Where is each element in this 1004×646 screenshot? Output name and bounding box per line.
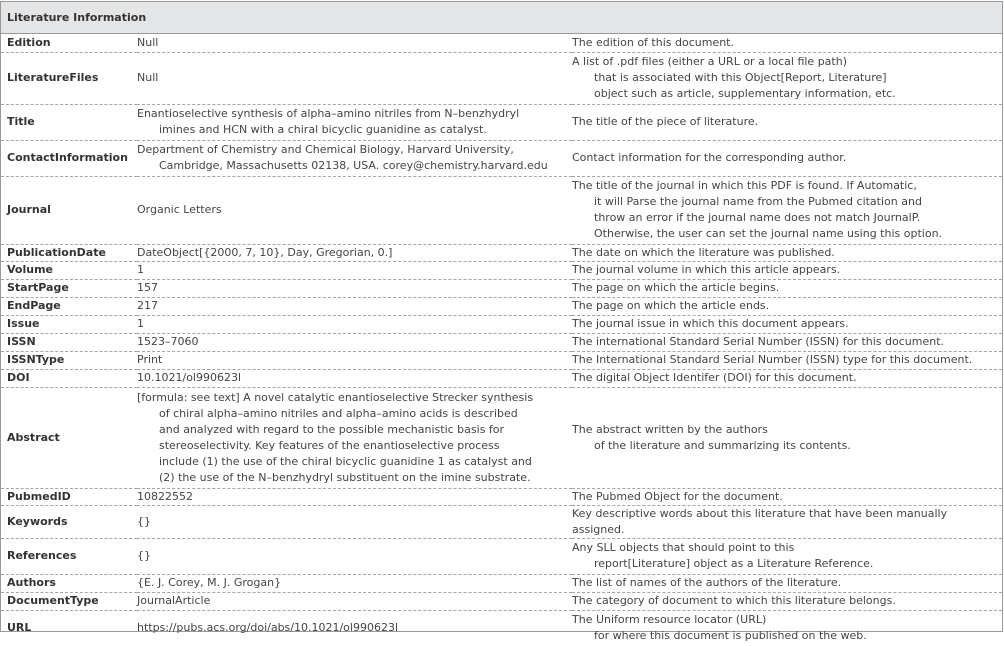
field-description [572, 279, 1002, 297]
field-description-line: report[Literature] object as a Literature Reference. [594, 557, 874, 570]
field-value-line: 1 [137, 317, 144, 330]
field-description-line: The date on which the literature was published. [572, 245, 835, 259]
field-value [137, 333, 572, 351]
field-value-line: {} [137, 514, 151, 528]
field-description-line: Any SLL objects that should point to this [572, 541, 795, 554]
field-value-line: stereoselectivity. Key features of the enantioselective process [159, 438, 500, 452]
table-row [1, 34, 1002, 52]
field-description-line: Contact information for the corresponding author. [572, 151, 847, 164]
field-name: ISSN [1, 333, 137, 351]
table-row [1, 52, 1002, 104]
field-description [572, 315, 1002, 333]
field-description [572, 387, 1002, 488]
field-description-line: The international Standard Serial Number (ISSN) for this document. [572, 335, 945, 348]
field-description [572, 488, 1002, 505]
field-value-line: 10822552 [137, 489, 193, 503]
field-value [137, 505, 572, 538]
field-description-line: Otherwise, the user can set the journal name using this option. [594, 227, 943, 240]
field-value [137, 538, 572, 574]
field-value-line: {} [137, 549, 151, 562]
field-value-line: [formula: see text] A novel catalytic enantioselective Strecker synthesis [137, 390, 534, 404]
field-value-line: imines and HCN with a chiral bicyclic guanidine as catalyst. [159, 123, 487, 136]
field-description-line: that is associated with this Object[Report, Literature] [594, 71, 887, 84]
field-name: ISSNType [1, 351, 137, 369]
field-description-line: it will Parse the journal name from the Pubmed citation and [594, 195, 922, 208]
field-name: DocumentType [1, 592, 137, 610]
field-value-line: include (1) the use of the chiral bicyclic guanidine 1 as catalyst and [159, 454, 532, 468]
field-description-line: The Uniform resource locator (URL) [572, 613, 767, 627]
field-value-line: {E. J. Corey, M. J. Grogan} [137, 576, 282, 589]
field-description [572, 140, 1002, 176]
field-value [137, 369, 572, 387]
field-value-line: Department of Chemistry and Chemical Biology, Harvard University, [137, 143, 514, 156]
field-name: Abstract [1, 387, 137, 488]
field-description [572, 351, 1002, 369]
field-value-line: https://pubs.acs.org/doi/abs/10.1021/ol990623l [137, 621, 399, 635]
field-description-line: The page on which the article ends. [572, 299, 770, 312]
field-description-line: The edition of this document. [572, 35, 734, 49]
section-title: Literature Information [1, 2, 1002, 34]
field-description-line: The journal volume in which this article appears. [572, 263, 841, 276]
field-description [572, 574, 1002, 592]
field-description [572, 176, 1002, 244]
field-value [137, 574, 572, 592]
field-description-line: The list of names of the authors of the literature. [572, 576, 842, 589]
field-description-line: object such as article, supplementary information, etc. [594, 87, 896, 100]
table-row [1, 333, 1002, 351]
table-row [1, 176, 1002, 244]
field-value [137, 104, 572, 140]
table-row [1, 592, 1002, 610]
field-description [572, 538, 1002, 574]
field-value [137, 592, 572, 610]
field-value-line: 1 [137, 263, 144, 276]
field-value [137, 244, 572, 261]
table-row [1, 369, 1002, 387]
field-description-line: The title of the journal in which this PDF is found. If Automatic, [572, 179, 917, 192]
table-row [1, 261, 1002, 279]
field-description [572, 610, 1002, 646]
field-value [137, 351, 572, 369]
field-value [137, 387, 572, 488]
table-row [1, 315, 1002, 333]
field-description-line: for where this document is published on the web. [594, 629, 867, 643]
table-row [1, 488, 1002, 505]
table-row [1, 538, 1002, 574]
field-description-line: The International Standard Serial Number (ISSN) type for this document. [572, 353, 973, 366]
field-value [137, 52, 572, 104]
field-description-line: Key descriptive words about this literature that have been manually assigned. [572, 506, 948, 536]
field-name: Authors [1, 574, 137, 592]
literature-information-panel [0, 1, 1003, 643]
table-row [1, 140, 1002, 176]
field-value-line: and analyzed with regard to the possible mechanistic basis for [159, 422, 505, 436]
table-row [1, 244, 1002, 261]
field-name: Keywords [1, 505, 137, 538]
field-value [137, 315, 572, 333]
table-row [1, 505, 1002, 538]
field-description [572, 52, 1002, 104]
field-value-line: Enantioselective synthesis of alpha–amino nitriles from N–benzhydryl [137, 107, 520, 120]
field-value-line: 217 [137, 299, 158, 312]
field-description-line: The abstract written by the authors [572, 422, 768, 436]
field-value [137, 297, 572, 315]
field-description [572, 369, 1002, 387]
field-value [137, 261, 572, 279]
table-row [1, 351, 1002, 369]
field-value-line: Null [137, 35, 159, 49]
field-description-line: The journal issue in which this document appears. [572, 317, 849, 330]
field-name: Edition [1, 34, 137, 52]
field-description-line: The title of the piece of literature. [572, 115, 759, 128]
field-description [572, 244, 1002, 261]
field-value [137, 488, 572, 505]
field-name: PublicationDate [1, 244, 137, 261]
field-value-line: (2) the use of the N–benzhydryl substituent on the imine substrate. [159, 470, 531, 484]
field-description-line: of the literature and summarizing its contents. [594, 438, 851, 452]
field-name: Issue [1, 315, 137, 333]
field-value-line: 1523–7060 [137, 335, 199, 348]
field-description [572, 333, 1002, 351]
field-name: URL [7, 621, 32, 635]
field-description [572, 592, 1002, 610]
field-description [572, 261, 1002, 279]
field-value [137, 610, 572, 646]
field-description [572, 297, 1002, 315]
field-value-line: Cambridge, Massachusetts 02138, USA. corey@chemistry.harvard.edu [159, 159, 548, 172]
table-row [1, 104, 1002, 140]
literature-table [1, 34, 1002, 646]
field-name: StartPage [1, 279, 137, 297]
table-row [1, 574, 1002, 592]
field-name: Title [1, 104, 137, 140]
field-value-line: Print [137, 353, 163, 366]
field-name: PubmedID [1, 488, 137, 505]
field-value-line: 10.1021/ol990623l [137, 371, 242, 384]
field-value-line: Null [137, 71, 159, 84]
field-name: References [1, 538, 137, 574]
field-description-line: throw an error if the journal name does not match JournalP. [594, 211, 921, 224]
field-name: ContactInformation [1, 140, 137, 176]
field-description-line: The Pubmed Object for the document. [572, 489, 783, 503]
field-description [572, 505, 1002, 538]
field-value-line: DateObject[{2000, 7, 10}, Day, Gregorian, 0.] [137, 245, 393, 259]
field-description [572, 34, 1002, 52]
table-row [1, 279, 1002, 297]
field-value-line: 157 [137, 281, 158, 294]
field-value [137, 279, 572, 297]
field-description-line: The digital Object Identifer (DOI) for this document. [572, 371, 857, 384]
field-value-line: Organic Letters [137, 203, 222, 216]
field-value-line: of chiral alpha–amino nitriles and alpha–amino acids is described [159, 406, 518, 420]
field-value [137, 140, 572, 176]
field-name: EndPage [1, 297, 137, 315]
field-description-line: A list of .pdf files (either a URL or a local file path) [572, 55, 847, 68]
field-value [137, 34, 572, 52]
table-row [1, 610, 1002, 646]
field-value [137, 176, 572, 244]
field-value-line: JournalArticle [137, 594, 211, 607]
field-name: LiteratureFiles [1, 52, 137, 104]
field-name: Volume [1, 261, 137, 279]
table-row [1, 387, 1002, 488]
field-description-line: The category of document to which this literature belongs. [572, 594, 896, 607]
field-name: Journal [1, 176, 137, 244]
field-description [572, 104, 1002, 140]
table-row [1, 297, 1002, 315]
field-description-line: The page on which the article begins. [572, 281, 780, 294]
field-name: DOI [1, 369, 137, 387]
